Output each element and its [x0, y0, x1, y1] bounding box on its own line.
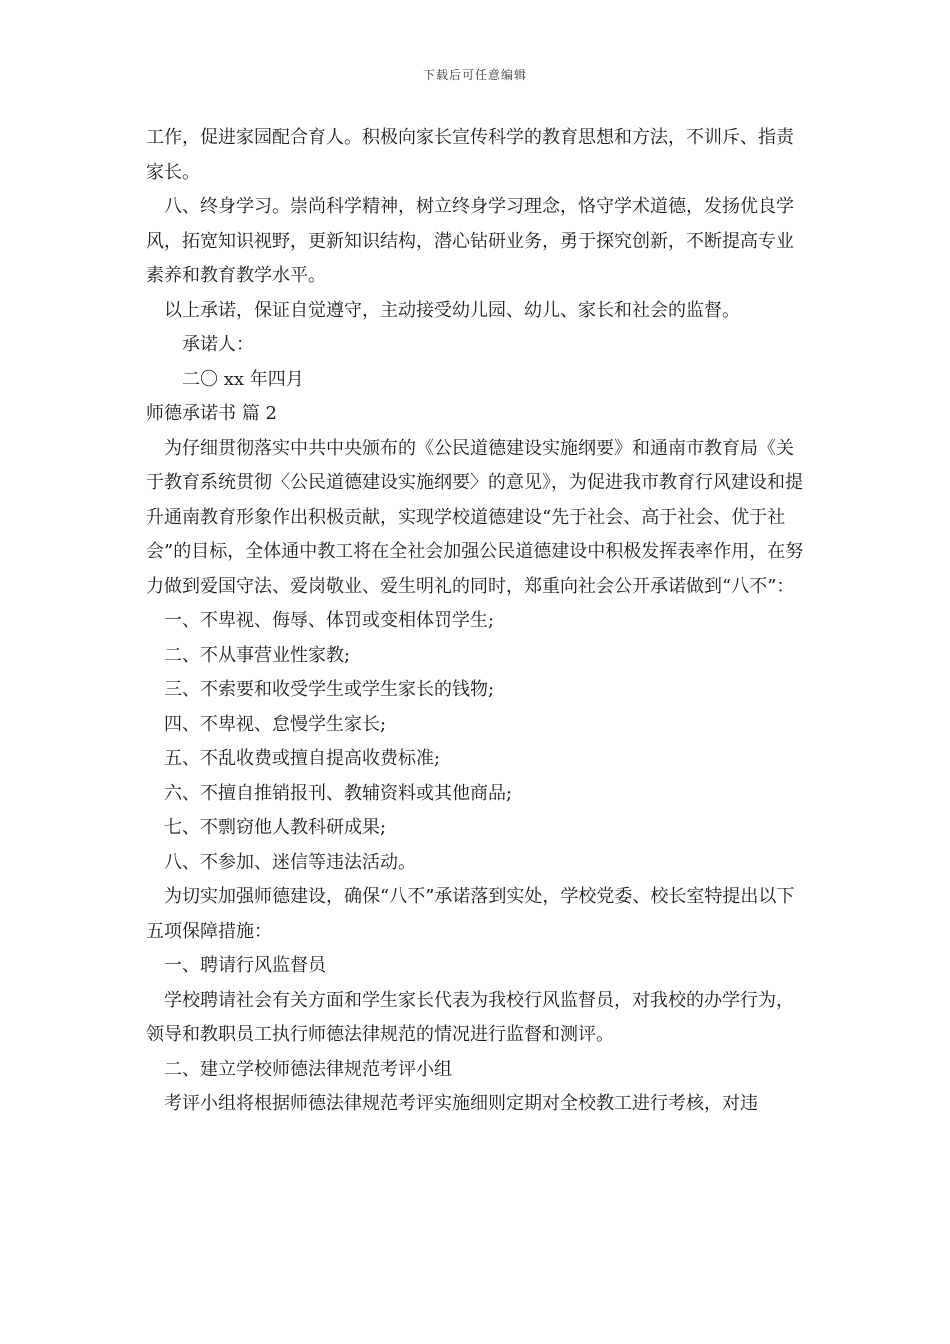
document-body — [146, 121, 806, 1122]
date-line: 二〇 xx 年四月 — [182, 368, 304, 390]
paragraph-body: 学校聘请社会有关方面和学生家长代表为我校行风监督员，对我校的办学行为，领导和教职员工执行师德法律规范的情况进行监督和测评。 — [146, 989, 794, 1045]
paragraph-measures-intro: 为切实加强师德建设，确保“八不”承诺落到实处，学校党委、校长室特提出以下五项保障措施： — [146, 886, 795, 942]
subheading: 一、聘请行风监督员 — [164, 955, 326, 976]
list-item: 八、不参加、迷信等违法活动。 — [164, 851, 416, 873]
section-title: 师德承诺书 篇 2 — [146, 403, 277, 424]
list-item: 二、不从事营业性家教; — [164, 644, 351, 666]
signatory-label: 承诺人： — [182, 334, 254, 355]
paragraph-intro: 为仔细贯彻落实中共中央颁布的《公民道德建设实施纲要》和通南市教育局《关于教育系统贯彻〈公民道德建设实施纲要〉的意见》，为促进我市教育行风建设和提升通南教育形象作出积极贡献，实现学校道德建设“先于社会、高于社会、优于社会”的目标，全体通中教工将在全社会加强公民道德建设中积极发挥表率作用，在努力做到爱国守法、爱岗敬业、爱生明礼的同时，郑重向社会公开承诺做到“八不”： — [146, 437, 804, 597]
list-item: 一、不卑视、侮辱、体罚或变相体罚学生; — [164, 610, 495, 631]
list-item: 五、不乱收费或擅自提高收费标准; — [164, 748, 441, 769]
list-item: 六、不擅自推销报刊、教辅资料或其他商品; — [164, 782, 513, 804]
page-header: 下载后可任意编辑 — [422, 68, 527, 82]
paragraph-lifelong-learning: 八、终身学习。崇尚科学精神，树立终身学习理念，恪守学术道德，发扬优良学风，拓宽知识视野，更新知识结构，潜心钻研业务，勇于探究创新，不断提高专业素养和教育教学水平。 — [146, 196, 794, 286]
paragraph-continuation: 工作，促进家园配合育人。积极向家长宣传科学的教育思想和方法，不训斥、指责家长。 — [146, 127, 794, 183]
paragraph-body: 考评小组将根据师德法律规范考评实施细则定期对全校教工进行考核，对违 — [164, 1093, 758, 1114]
subheading: 二、建立学校师德法律规范考评小组 — [164, 1058, 452, 1080]
list-item: 四、不卑视、怠慢学生家长; — [164, 713, 387, 735]
list-item: 七、不剽窃他人教科研成果; — [164, 817, 387, 838]
paragraph-commitment-summary: 以上承诺，保证自觉遵守，主动接受幼儿园、幼儿、家长和社会的监督。 — [164, 299, 740, 321]
list-item: 三、不索要和收受学生或学生家长的钱物; — [164, 679, 495, 700]
